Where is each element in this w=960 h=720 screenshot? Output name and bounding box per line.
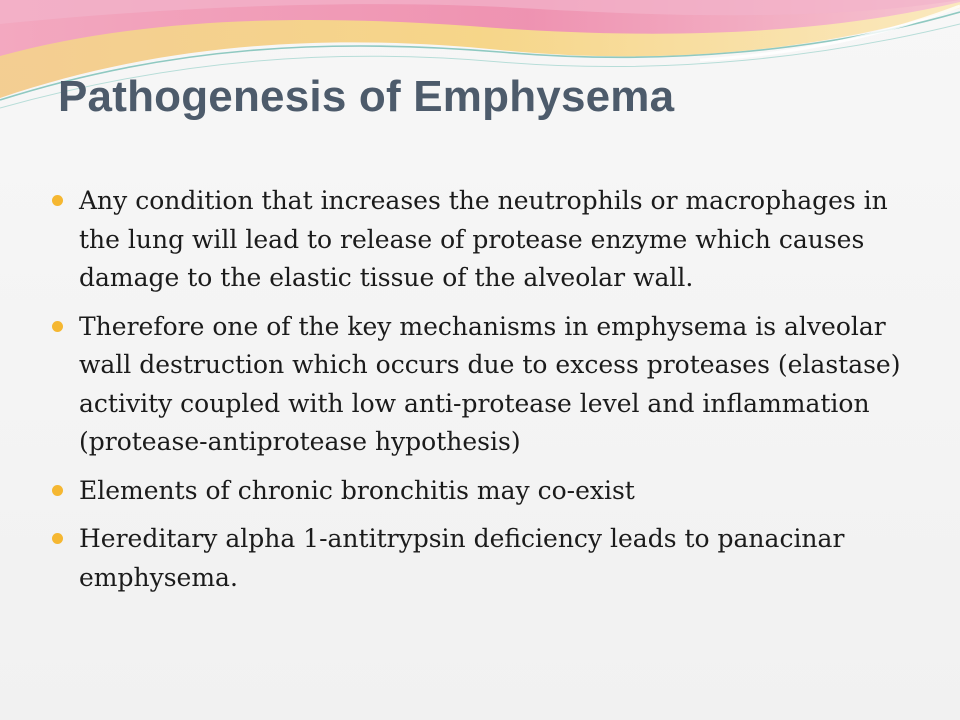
bullet-item (52, 308, 912, 462)
bullet-item (52, 182, 912, 298)
bullet-dot-icon (52, 321, 63, 332)
bullet-dot-icon (52, 533, 63, 544)
slide-title: Pathogenesis of Emphysema (58, 72, 675, 121)
bullet-dot-icon (52, 485, 63, 496)
bullet-item (52, 520, 912, 597)
bullet-item (52, 472, 912, 511)
bullet-text: Any condition that increases the neutrophils or macrophages in the lung will lead to release of protease enzyme which causes damage to the elastic tissue of the alveolar wall. (79, 186, 888, 292)
bullet-text: Hereditary alpha 1-antitrypsin deficiency leads to panacinar emphysema. (79, 524, 845, 592)
bullet-text: Elements of chronic bronchitis may co-exist (79, 475, 635, 505)
bullet-text: Therefore one of the key mechanisms in emphysema is alveolar wall destruction which occurs due to excess proteases (elastase) activity coupled with low anti-protease level and inflammation (protease-antiprotease hypothesis) (79, 311, 901, 456)
bullet-dot-icon (52, 195, 63, 206)
bullet-list (52, 182, 912, 607)
